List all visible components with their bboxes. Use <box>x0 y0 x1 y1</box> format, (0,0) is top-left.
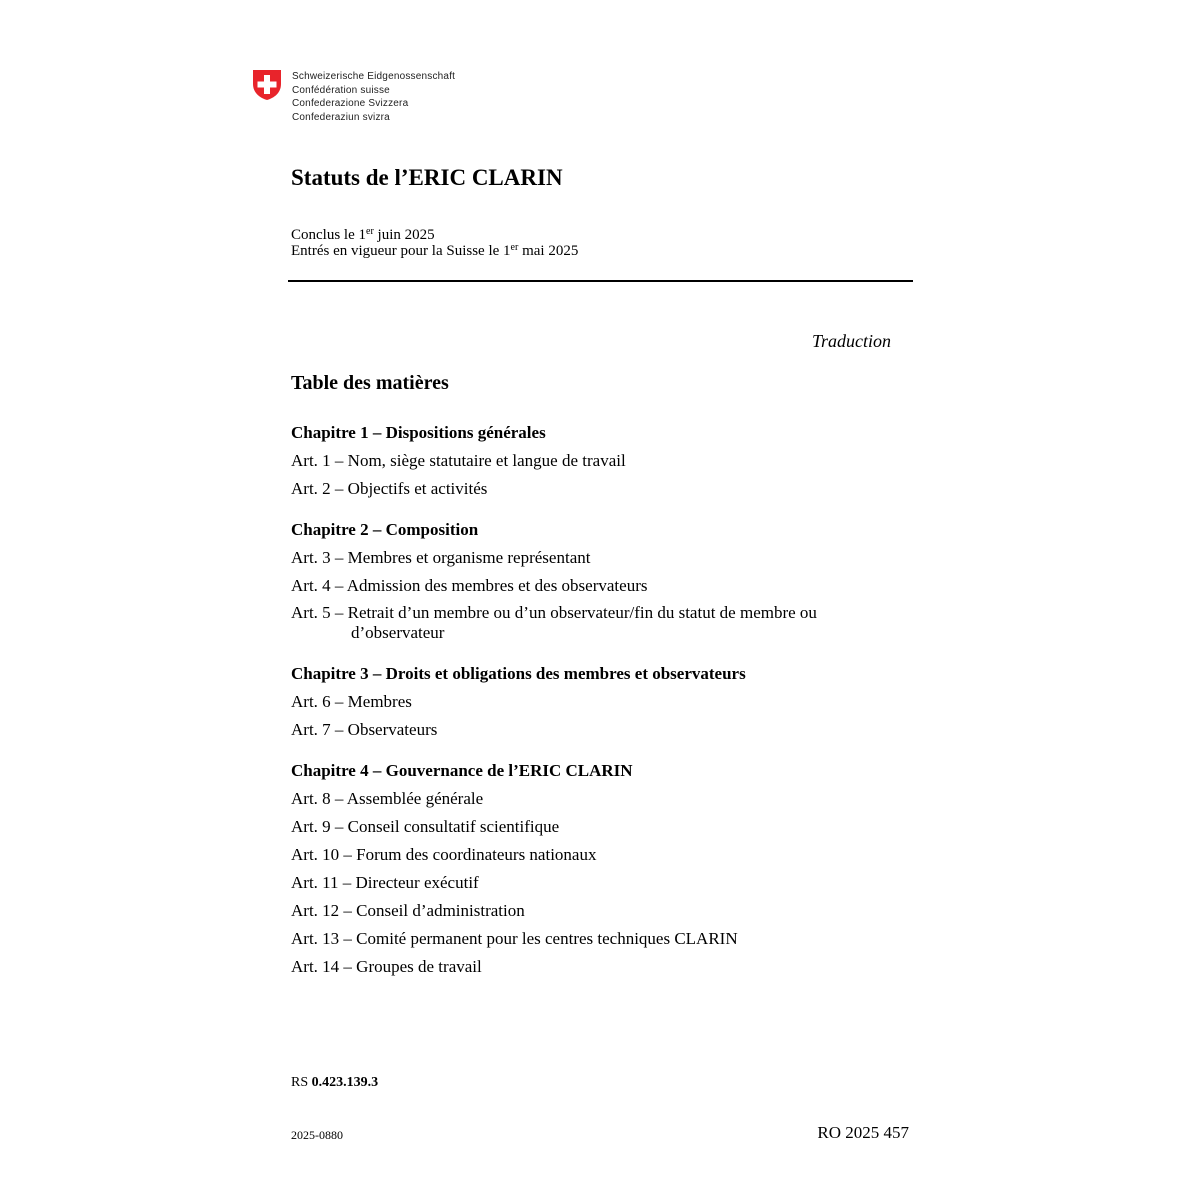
toc-chapter-4 <box>291 760 891 977</box>
in-force-date: Entrés en vigueur pour la Suisse le 1er mai 2025 <box>291 242 579 259</box>
toc-chapter-3 <box>291 663 891 740</box>
agency-name-de: Schweizerische Eidgenossenschaft <box>292 71 456 82</box>
document-dates <box>291 227 578 259</box>
agency-name-rm: Confederaziun svizra <box>292 111 390 123</box>
toc-article[interactable]: Art. 10 – Forum des coordinateurs nationaux <box>291 845 597 864</box>
toc-article[interactable]: Art. 1 – Nom, siège statutaire et langue de travail <box>291 451 626 470</box>
agency-name-fr: Confédération suisse <box>292 84 390 96</box>
rs-reference: RS 0.423.139.3 <box>291 1075 379 1090</box>
table-of-contents <box>291 422 891 984</box>
toc-chapter-1 <box>291 422 891 499</box>
toc-article[interactable]: Art. 4 – Admission des membres et des observateurs <box>291 576 648 595</box>
toc-article[interactable]: Art. 12 – Conseil d’administration <box>291 901 525 920</box>
header-divider <box>288 280 913 282</box>
chapter-heading[interactable]: Chapitre 3 – Droits et obligations des membres et observateurs <box>291 664 746 683</box>
chapter-heading[interactable]: Chapitre 1 – Dispositions générales <box>291 423 546 442</box>
document-title: Statuts de l’ERIC CLARIN <box>291 165 563 190</box>
agency-names <box>292 70 455 124</box>
toc-article[interactable]: Art. 9 – Conseil consultatif scientifique <box>291 817 560 836</box>
toc-title: Table des matières <box>291 372 449 394</box>
toc-article[interactable]: Art. 13 – Comité permanent pour les centres techniques CLARIN <box>291 929 738 948</box>
toc-article[interactable]: Art. 5 – Retrait d’un membre ou d’un observateur/fin du statut de membre ou d’observateur <box>291 603 817 642</box>
translation-label: Traduction <box>811 331 891 351</box>
toc-article[interactable]: Art. 2 – Objectifs et activités <box>291 479 488 498</box>
toc-article[interactable]: Art. 14 – Groupes de travail <box>291 957 482 976</box>
toc-article[interactable]: Art. 6 – Membres <box>291 692 412 711</box>
toc-article[interactable]: Art. 8 – Assemblée générale <box>291 789 484 808</box>
concluded-date: Conclus le 1er juin 2025 <box>291 226 435 243</box>
chapter-heading[interactable]: Chapitre 4 – Gouvernance de l’ERIC CLARIN <box>291 761 633 780</box>
ro-reference: RO 2025 457 <box>817 1123 909 1142</box>
document-code: 2025-0880 <box>291 1128 343 1142</box>
agency-name-it: Confederazione Svizzera <box>292 98 409 110</box>
toc-article[interactable]: Art. 3 – Membres et organisme représentant <box>291 548 591 567</box>
chapter-heading[interactable]: Chapitre 2 – Composition <box>291 520 479 539</box>
swiss-cross-shield-icon <box>252 69 282 101</box>
toc-article[interactable]: Art. 11 – Directeur exécutif <box>291 873 479 892</box>
toc-chapter-2 <box>291 519 891 643</box>
toc-article[interactable]: Art. 7 – Observateurs <box>291 720 438 739</box>
